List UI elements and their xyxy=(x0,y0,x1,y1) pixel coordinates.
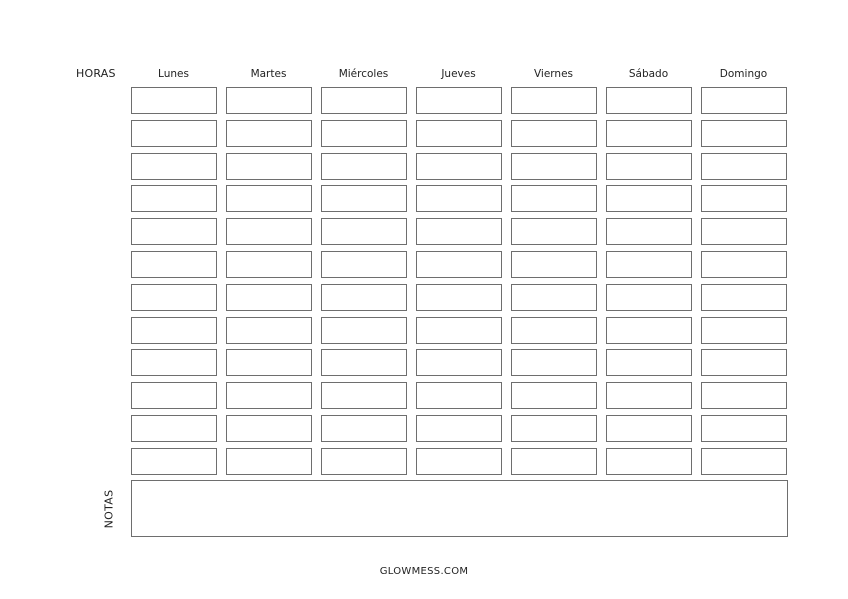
schedule-cell[interactable] xyxy=(226,284,312,311)
schedule-cell[interactable] xyxy=(416,251,502,278)
schedule-cell[interactable] xyxy=(701,415,787,442)
schedule-cell[interactable] xyxy=(606,251,692,278)
schedule-cell[interactable] xyxy=(606,218,692,245)
schedule-cell[interactable] xyxy=(701,120,787,147)
schedule-cell[interactable] xyxy=(321,251,407,278)
schedule-cell[interactable] xyxy=(606,382,692,409)
schedule-cell[interactable] xyxy=(131,120,217,147)
schedule-cell[interactable] xyxy=(701,284,787,311)
notes-label: NOTAS xyxy=(102,489,116,529)
day-header-lunes: Lunes xyxy=(158,68,189,80)
day-header-miercoles: Miércoles xyxy=(338,68,389,80)
schedule-cell[interactable] xyxy=(321,87,407,114)
schedule-cell[interactable] xyxy=(606,284,692,311)
schedule-cell[interactable] xyxy=(226,120,312,147)
schedule-cell[interactable] xyxy=(511,382,597,409)
schedule-cell[interactable] xyxy=(226,317,312,344)
schedule-cell[interactable] xyxy=(511,349,597,376)
schedule-cell[interactable] xyxy=(416,185,502,212)
schedule-cell[interactable] xyxy=(701,185,787,212)
schedule-cell[interactable] xyxy=(321,284,407,311)
schedule-cell[interactable] xyxy=(701,218,787,245)
schedule-cell[interactable] xyxy=(416,382,502,409)
schedule-cell[interactable] xyxy=(131,251,217,278)
schedule-cell[interactable] xyxy=(226,87,312,114)
schedule-cell[interactable] xyxy=(131,415,217,442)
schedule-cell[interactable] xyxy=(511,284,597,311)
schedule-cell[interactable] xyxy=(226,185,312,212)
schedule-cell[interactable] xyxy=(131,185,217,212)
schedule-cell[interactable] xyxy=(321,448,407,475)
day-header-sabado: Sábado xyxy=(628,68,669,80)
schedule-cell[interactable] xyxy=(416,120,502,147)
schedule-cell[interactable] xyxy=(511,153,597,180)
schedule-cell[interactable] xyxy=(416,87,502,114)
schedule-cell[interactable] xyxy=(321,185,407,212)
schedule-cell[interactable] xyxy=(701,382,787,409)
schedule-cell[interactable] xyxy=(226,218,312,245)
schedule-cell[interactable] xyxy=(606,120,692,147)
schedule-cell[interactable] xyxy=(321,415,407,442)
schedule-cell[interactable] xyxy=(131,382,217,409)
footer-brand: GLOWMESS.COM xyxy=(379,566,469,577)
schedule-cell[interactable] xyxy=(131,284,217,311)
schedule-cell[interactable] xyxy=(416,317,502,344)
schedule-cell[interactable] xyxy=(321,153,407,180)
schedule-cell[interactable] xyxy=(701,251,787,278)
schedule-cell[interactable] xyxy=(511,185,597,212)
schedule-cell[interactable] xyxy=(606,448,692,475)
schedule-cell[interactable] xyxy=(416,448,502,475)
day-header-viernes: Viernes xyxy=(533,68,574,80)
schedule-cell[interactable] xyxy=(511,415,597,442)
schedule-cell[interactable] xyxy=(701,317,787,344)
schedule-cell[interactable] xyxy=(416,153,502,180)
schedule-cell[interactable] xyxy=(131,448,217,475)
schedule-cell[interactable] xyxy=(701,349,787,376)
schedule-cell[interactable] xyxy=(226,382,312,409)
schedule-cell[interactable] xyxy=(511,317,597,344)
schedule-cell[interactable] xyxy=(321,120,407,147)
schedule-cell[interactable] xyxy=(416,415,502,442)
schedule-cell[interactable] xyxy=(321,349,407,376)
schedule-cell[interactable] xyxy=(511,251,597,278)
schedule-cell[interactable] xyxy=(606,415,692,442)
schedule-cell[interactable] xyxy=(131,349,217,376)
schedule-cell[interactable] xyxy=(226,448,312,475)
schedule-cell[interactable] xyxy=(321,218,407,245)
schedule-cell[interactable] xyxy=(131,87,217,114)
schedule-cell[interactable] xyxy=(131,218,217,245)
schedule-cell[interactable] xyxy=(701,448,787,475)
schedule-cell[interactable] xyxy=(321,382,407,409)
schedule-cell[interactable] xyxy=(226,349,312,376)
schedule-cell[interactable] xyxy=(701,87,787,114)
schedule-cell[interactable] xyxy=(416,349,502,376)
schedule-cell[interactable] xyxy=(511,448,597,475)
schedule-cell[interactable] xyxy=(606,349,692,376)
day-header-jueves: Jueves xyxy=(441,68,476,80)
schedule-cell[interactable] xyxy=(606,185,692,212)
schedule-cell[interactable] xyxy=(226,251,312,278)
schedule-cell[interactable] xyxy=(416,284,502,311)
day-header-domingo: Domingo xyxy=(719,68,768,80)
schedule-cell[interactable] xyxy=(131,317,217,344)
schedule-cell[interactable] xyxy=(701,153,787,180)
schedule-cell[interactable] xyxy=(416,218,502,245)
schedule-cell[interactable] xyxy=(606,153,692,180)
schedule-cell[interactable] xyxy=(131,153,217,180)
notes-box[interactable] xyxy=(131,480,788,537)
day-header-martes: Martes xyxy=(250,68,287,80)
hours-label: HORAS xyxy=(76,67,116,80)
schedule-cell[interactable] xyxy=(511,87,597,114)
schedule-cell[interactable] xyxy=(511,218,597,245)
schedule-cell[interactable] xyxy=(226,415,312,442)
schedule-cell[interactable] xyxy=(511,120,597,147)
schedule-cell[interactable] xyxy=(226,153,312,180)
schedule-cell[interactable] xyxy=(606,87,692,114)
schedule-cell[interactable] xyxy=(606,317,692,344)
schedule-cell[interactable] xyxy=(321,317,407,344)
